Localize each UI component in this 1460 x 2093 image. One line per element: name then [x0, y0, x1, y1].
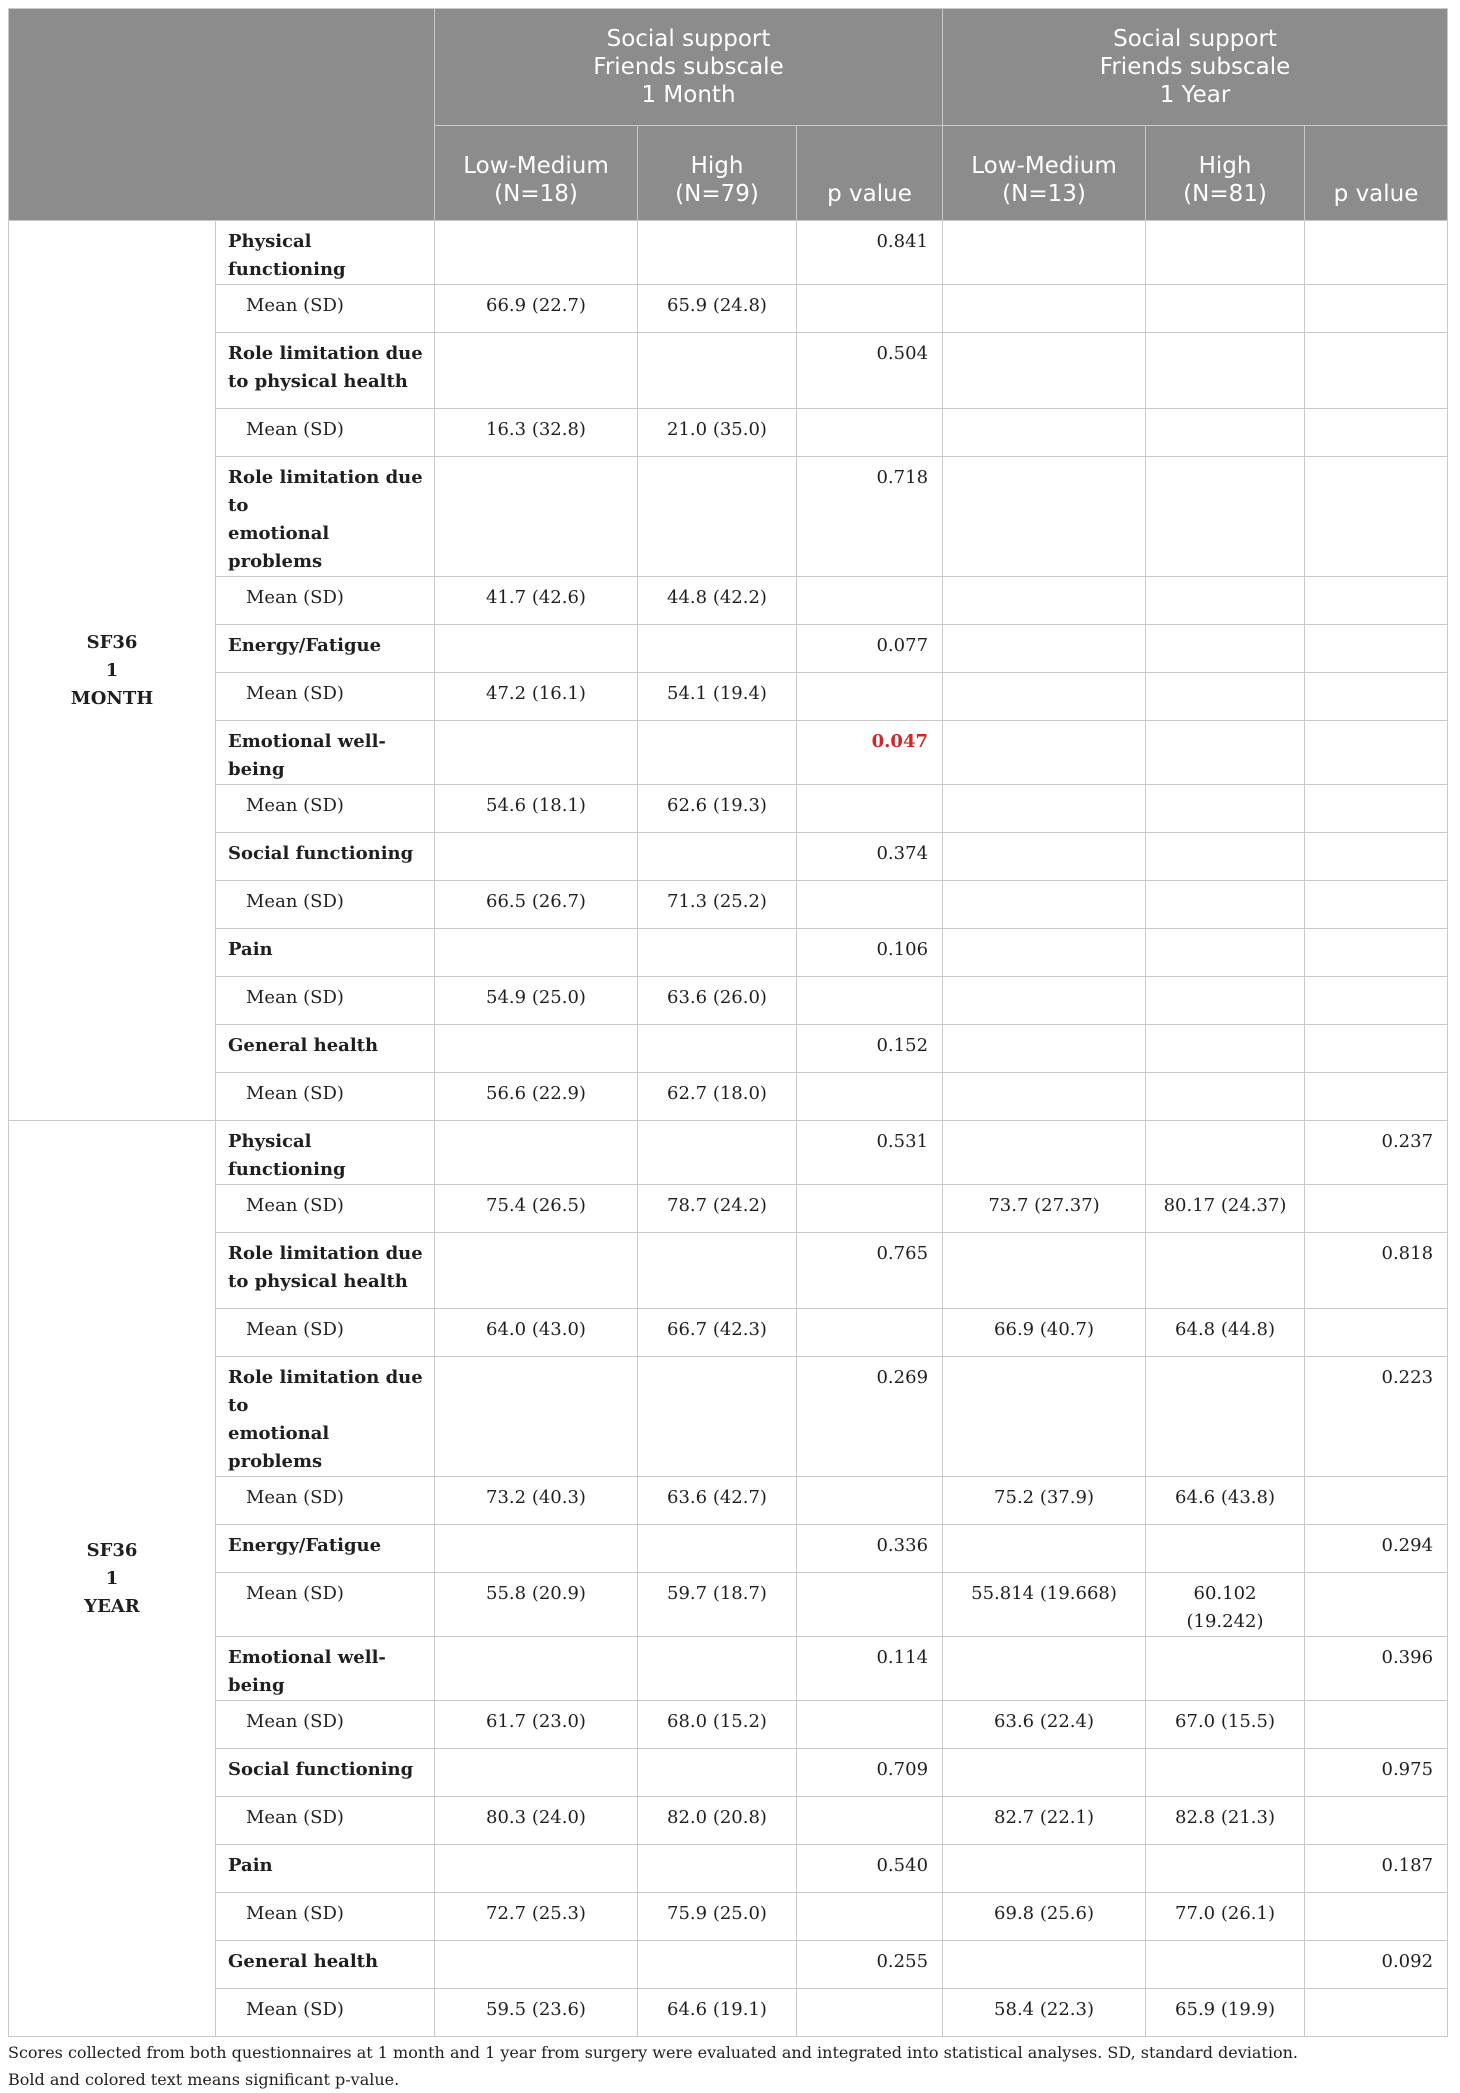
cell-empty	[797, 1797, 943, 1845]
cell-empty	[1305, 977, 1448, 1025]
cell-empty	[797, 1185, 943, 1233]
cell-empty	[1305, 673, 1448, 721]
mean-high-1-year: 67.0 (15.5)	[1146, 1701, 1305, 1749]
table-row-mean	[9, 673, 1448, 721]
table-row-measure	[9, 625, 1448, 673]
table-header	[9, 9, 1448, 221]
cell-empty	[1305, 1309, 1448, 1357]
cell-empty	[435, 929, 638, 977]
cell-empty	[797, 1893, 943, 1941]
cell-empty	[435, 1121, 638, 1185]
cell-empty	[435, 221, 638, 285]
p-value-1-month: 0.540	[797, 1845, 943, 1893]
measure-label: Role limitation due to physical health	[216, 333, 435, 409]
p-value-1-month: 0.374	[797, 833, 943, 881]
mean-high-1-month: 62.6 (19.3)	[638, 785, 797, 833]
p-value-1-month: 0.077	[797, 625, 943, 673]
cell-empty	[943, 929, 1146, 977]
mean-high-1-year	[1146, 1073, 1305, 1121]
mean-low-medium-1-year	[943, 881, 1146, 929]
cell-empty	[638, 1357, 797, 1477]
mean-low-medium-1-month: 66.5 (26.7)	[435, 881, 638, 929]
mean-high-1-month: 59.7 (18.7)	[638, 1573, 797, 1637]
cell-empty	[1146, 833, 1305, 881]
mean-low-medium-1-year: 82.7 (22.1)	[943, 1797, 1146, 1845]
mean-sd-label: Mean (SD)	[216, 673, 435, 721]
mean-low-medium-1-month: 64.0 (43.0)	[435, 1309, 638, 1357]
cell-empty	[1146, 721, 1305, 785]
mean-low-medium-1-year	[943, 577, 1146, 625]
mean-high-1-month: 64.6 (19.1)	[638, 1989, 797, 2037]
cell-empty	[638, 1233, 797, 1309]
cell-empty	[638, 1121, 797, 1185]
mean-high-1-month: 78.7 (24.2)	[638, 1185, 797, 1233]
p-value-1-year: 0.396	[1305, 1637, 1448, 1701]
table-row-measure	[9, 1941, 1448, 1989]
p-value-1-month: 0.504	[797, 333, 943, 409]
mean-low-medium-1-month: 16.3 (32.8)	[435, 409, 638, 457]
mean-low-medium-1-year	[943, 673, 1146, 721]
p-value-1-year	[1305, 625, 1448, 673]
p-value-1-year	[1305, 833, 1448, 881]
mean-high-1-month: 54.1 (19.4)	[638, 673, 797, 721]
cell-empty	[797, 785, 943, 833]
cell-empty	[1146, 625, 1305, 673]
cell-empty	[1146, 333, 1305, 409]
cell-empty	[943, 1749, 1146, 1797]
p-value-1-year: 0.294	[1305, 1525, 1448, 1573]
cell-empty	[435, 1749, 638, 1797]
p-value-1-year: 0.975	[1305, 1749, 1448, 1797]
p-value-1-year	[1305, 221, 1448, 285]
table-row-mean	[9, 1185, 1448, 1233]
measure-label: Role limitation due to physical health	[216, 1233, 435, 1309]
cell-empty	[435, 1357, 638, 1477]
cell-empty	[1305, 577, 1448, 625]
cell-empty	[797, 881, 943, 929]
mean-high-1-year: 82.8 (21.3)	[1146, 1797, 1305, 1845]
mean-low-medium-1-year	[943, 785, 1146, 833]
cell-empty	[638, 1525, 797, 1573]
p-value-1-year	[1305, 721, 1448, 785]
p-value-significant: 0.047	[797, 721, 943, 785]
mean-high-1-year	[1146, 785, 1305, 833]
cell-empty	[1305, 1073, 1448, 1121]
mean-low-medium-1-month: 72.7 (25.3)	[435, 1893, 638, 1941]
p-value-1-month: 0.114	[797, 1637, 943, 1701]
cell-empty	[943, 1357, 1146, 1477]
mean-high-1-year	[1146, 577, 1305, 625]
mean-high-1-year: 65.9 (19.9)	[1146, 1989, 1305, 2037]
mean-low-medium-1-month: 55.8 (20.9)	[435, 1573, 638, 1637]
cell-empty	[638, 1845, 797, 1893]
cell-empty	[435, 625, 638, 673]
p-value-1-year: 0.237	[1305, 1121, 1448, 1185]
cell-empty	[943, 833, 1146, 881]
table-row-mean	[9, 577, 1448, 625]
table-row-measure	[9, 1357, 1448, 1477]
mean-high-1-month: 63.6 (42.7)	[638, 1477, 797, 1525]
p-value-1-year	[1305, 333, 1448, 409]
cell-empty	[435, 1845, 638, 1893]
table-row-mean	[9, 1701, 1448, 1749]
mean-low-medium-1-month: 66.9 (22.7)	[435, 285, 638, 333]
p-value-1-year	[1305, 929, 1448, 977]
mean-sd-label: Mean (SD)	[216, 409, 435, 457]
header-empty-corner	[9, 9, 435, 221]
cell-empty	[797, 977, 943, 1025]
cell-empty	[1305, 1797, 1448, 1845]
mean-sd-label: Mean (SD)	[216, 1989, 435, 2037]
table-row-mean	[9, 1309, 1448, 1357]
mean-high-1-month: 63.6 (26.0)	[638, 977, 797, 1025]
mean-high-1-month: 82.0 (20.8)	[638, 1797, 797, 1845]
cell-empty	[797, 1701, 943, 1749]
cell-empty	[1305, 1989, 1448, 2037]
p-value-1-year: 0.187	[1305, 1845, 1448, 1893]
cell-empty	[797, 673, 943, 721]
mean-low-medium-1-year	[943, 1073, 1146, 1121]
table-caption	[8, 2039, 1447, 2093]
measure-label: Role limitation due to emotional problems	[216, 457, 435, 577]
p-value-1-year: 0.092	[1305, 1941, 1448, 1989]
p-value-1-month: 0.336	[797, 1525, 943, 1573]
cell-empty	[943, 457, 1146, 577]
cell-empty	[797, 1309, 943, 1357]
p-value-1-month: 0.718	[797, 457, 943, 577]
measure-label: Pain	[216, 929, 435, 977]
cell-empty	[1146, 1357, 1305, 1477]
cell-empty	[943, 333, 1146, 409]
mean-high-1-year	[1146, 673, 1305, 721]
cell-empty	[1305, 1477, 1448, 1525]
measure-label: Social functioning	[216, 1749, 435, 1797]
cell-empty	[1146, 1845, 1305, 1893]
p-value-1-month: 0.255	[797, 1941, 943, 1989]
cell-empty	[435, 457, 638, 577]
measure-label: Emotional well-being	[216, 721, 435, 785]
cell-empty	[1305, 285, 1448, 333]
cell-empty	[638, 1025, 797, 1073]
cell-empty	[638, 1941, 797, 1989]
cell-empty	[943, 221, 1146, 285]
table-row-measure	[9, 1025, 1448, 1073]
section-label: SF36 1 MONTH	[9, 221, 216, 1121]
cell-empty	[1146, 1233, 1305, 1309]
cell-empty	[435, 1941, 638, 1989]
cell-empty	[1146, 221, 1305, 285]
mean-sd-label: Mean (SD)	[216, 977, 435, 1025]
mean-low-medium-1-year: 55.814 (19.668)	[943, 1573, 1146, 1637]
cell-empty	[943, 1025, 1146, 1073]
mean-low-medium-1-year	[943, 977, 1146, 1025]
table-row-measure	[9, 1525, 1448, 1573]
cell-empty	[943, 1233, 1146, 1309]
p-value-1-year: 0.223	[1305, 1357, 1448, 1477]
mean-high-1-month: 62.7 (18.0)	[638, 1073, 797, 1121]
cell-empty	[1146, 1525, 1305, 1573]
table-row-measure	[9, 1845, 1448, 1893]
measure-label: Energy/Fatigue	[216, 625, 435, 673]
measure-label: Role limitation due to emotional problems	[216, 1357, 435, 1477]
mean-low-medium-1-year: 63.6 (22.4)	[943, 1701, 1146, 1749]
cell-empty	[638, 333, 797, 409]
table-row-measure	[9, 457, 1448, 577]
cell-empty	[435, 333, 638, 409]
mean-sd-label: Mean (SD)	[216, 285, 435, 333]
mean-sd-label: Mean (SD)	[216, 577, 435, 625]
mean-high-1-month: 68.0 (15.2)	[638, 1701, 797, 1749]
table-row-mean	[9, 881, 1448, 929]
p-value-1-month: 0.765	[797, 1233, 943, 1309]
p-value-1-month: 0.152	[797, 1025, 943, 1073]
mean-sd-label: Mean (SD)	[216, 1073, 435, 1121]
mean-low-medium-1-year: 75.2 (37.9)	[943, 1477, 1146, 1525]
cell-empty	[435, 1233, 638, 1309]
cell-empty	[435, 1637, 638, 1701]
table-row-measure	[9, 1637, 1448, 1701]
caption-line: Bold and colored text means significant p-value.	[8, 2070, 400, 2089]
table-row-measure	[9, 221, 1448, 285]
cell-empty	[1305, 1893, 1448, 1941]
mean-high-1-year	[1146, 409, 1305, 457]
table-row-measure	[9, 1749, 1448, 1797]
cell-empty	[1305, 785, 1448, 833]
cell-empty	[1146, 1121, 1305, 1185]
header-group-1-month: Social support Friends subscale 1 Month	[435, 9, 943, 126]
mean-high-1-year	[1146, 285, 1305, 333]
cell-empty	[435, 1525, 638, 1573]
mean-low-medium-1-month: 75.4 (26.5)	[435, 1185, 638, 1233]
mean-low-medium-1-month: 41.7 (42.6)	[435, 577, 638, 625]
measure-label: Social functioning	[216, 833, 435, 881]
cell-empty	[1305, 1701, 1448, 1749]
p-value-1-year: 0.818	[1305, 1233, 1448, 1309]
measure-label: Physical functioning	[216, 1121, 435, 1185]
mean-sd-label: Mean (SD)	[216, 881, 435, 929]
mean-low-medium-1-month: 61.7 (23.0)	[435, 1701, 638, 1749]
mean-low-medium-1-year: 69.8 (25.6)	[943, 1893, 1146, 1941]
table-row-measure	[9, 333, 1448, 409]
mean-high-1-month: 21.0 (35.0)	[638, 409, 797, 457]
mean-low-medium-1-month: 54.9 (25.0)	[435, 977, 638, 1025]
mean-low-medium-1-month: 47.2 (16.1)	[435, 673, 638, 721]
cell-empty	[797, 409, 943, 457]
measure-label: Physical functioning	[216, 221, 435, 285]
table-row-measure	[9, 1233, 1448, 1309]
cell-empty	[435, 833, 638, 881]
mean-sd-label: Mean (SD)	[216, 1477, 435, 1525]
cell-empty	[638, 833, 797, 881]
table-row-mean	[9, 1989, 1448, 2037]
table-row-measure	[9, 833, 1448, 881]
table-row-mean	[9, 1893, 1448, 1941]
header-low-medium-1-year: Low-Medium (N=13)	[943, 126, 1146, 221]
cell-empty	[1146, 1749, 1305, 1797]
cell-empty	[435, 1025, 638, 1073]
table-row-mean	[9, 409, 1448, 457]
cell-empty	[797, 1573, 943, 1637]
section-label: SF36 1 YEAR	[9, 1121, 216, 2037]
mean-sd-label: Mean (SD)	[216, 1701, 435, 1749]
mean-high-1-month: 66.7 (42.3)	[638, 1309, 797, 1357]
cell-empty	[1146, 929, 1305, 977]
header-p-value-1-month: p value	[797, 126, 943, 221]
cell-empty	[638, 457, 797, 577]
cell-empty	[943, 1941, 1146, 1989]
cell-empty	[943, 1121, 1146, 1185]
cell-empty	[943, 625, 1146, 673]
table-row-mean	[9, 1573, 1448, 1637]
mean-high-1-month: 71.3 (25.2)	[638, 881, 797, 929]
cell-empty	[638, 929, 797, 977]
mean-high-1-month: 65.9 (24.8)	[638, 285, 797, 333]
mean-sd-label: Mean (SD)	[216, 785, 435, 833]
cell-empty	[1146, 457, 1305, 577]
p-value-1-month: 0.269	[797, 1357, 943, 1477]
mean-high-1-month: 44.8 (42.2)	[638, 577, 797, 625]
mean-sd-label: Mean (SD)	[216, 1185, 435, 1233]
cell-empty	[638, 221, 797, 285]
cell-empty	[797, 577, 943, 625]
mean-low-medium-1-year: 66.9 (40.7)	[943, 1309, 1146, 1357]
mean-high-1-month: 75.9 (25.0)	[638, 1893, 797, 1941]
cell-empty	[943, 1845, 1146, 1893]
mean-low-medium-1-month: 56.6 (22.9)	[435, 1073, 638, 1121]
mean-high-1-year: 60.102 (19.242)	[1146, 1573, 1305, 1637]
table-row-measure	[9, 929, 1448, 977]
cell-empty	[638, 625, 797, 673]
table-row-mean	[9, 1477, 1448, 1525]
p-value-1-month: 0.531	[797, 1121, 943, 1185]
cell-empty	[638, 721, 797, 785]
measure-label: General health	[216, 1025, 435, 1073]
cell-empty	[797, 1073, 943, 1121]
mean-sd-label: Mean (SD)	[216, 1309, 435, 1357]
cell-empty	[1146, 1941, 1305, 1989]
measure-label: Pain	[216, 1845, 435, 1893]
table-row-measure	[9, 721, 1448, 785]
mean-low-medium-1-month: 54.6 (18.1)	[435, 785, 638, 833]
header-low-medium-1-month: Low-Medium (N=18)	[435, 126, 638, 221]
header-high-1-month: High (N=79)	[638, 126, 797, 221]
measure-label: General health	[216, 1941, 435, 1989]
mean-high-1-year: 77.0 (26.1)	[1146, 1893, 1305, 1941]
table-body	[9, 221, 1448, 2037]
measure-label: Emotional well-being	[216, 1637, 435, 1701]
mean-low-medium-1-month: 73.2 (40.3)	[435, 1477, 638, 1525]
table-row-mean	[9, 977, 1448, 1025]
table-row-mean	[9, 785, 1448, 833]
mean-low-medium-1-month: 59.5 (23.6)	[435, 1989, 638, 2037]
mean-high-1-year	[1146, 881, 1305, 929]
p-value-1-year	[1305, 1025, 1448, 1073]
p-value-1-month: 0.709	[797, 1749, 943, 1797]
mean-sd-label: Mean (SD)	[216, 1797, 435, 1845]
cell-empty	[797, 1989, 943, 2037]
table-container	[8, 8, 1447, 2093]
cell-empty	[1305, 881, 1448, 929]
cell-empty	[943, 721, 1146, 785]
cell-empty	[943, 1637, 1146, 1701]
cell-empty	[638, 1637, 797, 1701]
cell-empty	[1305, 1573, 1448, 1637]
p-value-1-year	[1305, 457, 1448, 577]
table-row-measure	[9, 1121, 1448, 1185]
mean-sd-label: Mean (SD)	[216, 1573, 435, 1637]
measure-label: Energy/Fatigue	[216, 1525, 435, 1573]
cell-empty	[1305, 1185, 1448, 1233]
cell-empty	[1146, 1637, 1305, 1701]
cell-empty	[1305, 409, 1448, 457]
cell-empty	[1146, 1025, 1305, 1073]
mean-high-1-year: 64.6 (43.8)	[1146, 1477, 1305, 1525]
cell-empty	[638, 1749, 797, 1797]
mean-low-medium-1-year: 58.4 (22.3)	[943, 1989, 1146, 2037]
header-p-value-1-year: p value	[1305, 126, 1448, 221]
mean-low-medium-1-month: 80.3 (24.0)	[435, 1797, 638, 1845]
p-value-1-month: 0.841	[797, 221, 943, 285]
header-high-1-year: High (N=81)	[1146, 126, 1305, 221]
mean-low-medium-1-year	[943, 409, 1146, 457]
mean-low-medium-1-year: 73.7 (27.37)	[943, 1185, 1146, 1233]
cell-empty	[797, 1477, 943, 1525]
header-group-1-year: Social support Friends subscale 1 Year	[943, 9, 1448, 126]
cell-empty	[797, 285, 943, 333]
caption-line: Scores collected from both questionnaires at 1 month and 1 year from surgery were evaluated and integrated into statistical analyses. SD, standard deviation.	[8, 2043, 1298, 2062]
mean-high-1-year: 80.17 (24.37)	[1146, 1185, 1305, 1233]
results-table	[8, 8, 1448, 2037]
p-value-1-month: 0.106	[797, 929, 943, 977]
table-row-mean	[9, 1073, 1448, 1121]
cell-empty	[435, 721, 638, 785]
table-row-mean	[9, 1797, 1448, 1845]
cell-empty	[943, 1525, 1146, 1573]
mean-high-1-year	[1146, 977, 1305, 1025]
mean-low-medium-1-year	[943, 285, 1146, 333]
table-row-mean	[9, 285, 1448, 333]
mean-high-1-year: 64.8 (44.8)	[1146, 1309, 1305, 1357]
mean-sd-label: Mean (SD)	[216, 1893, 435, 1941]
